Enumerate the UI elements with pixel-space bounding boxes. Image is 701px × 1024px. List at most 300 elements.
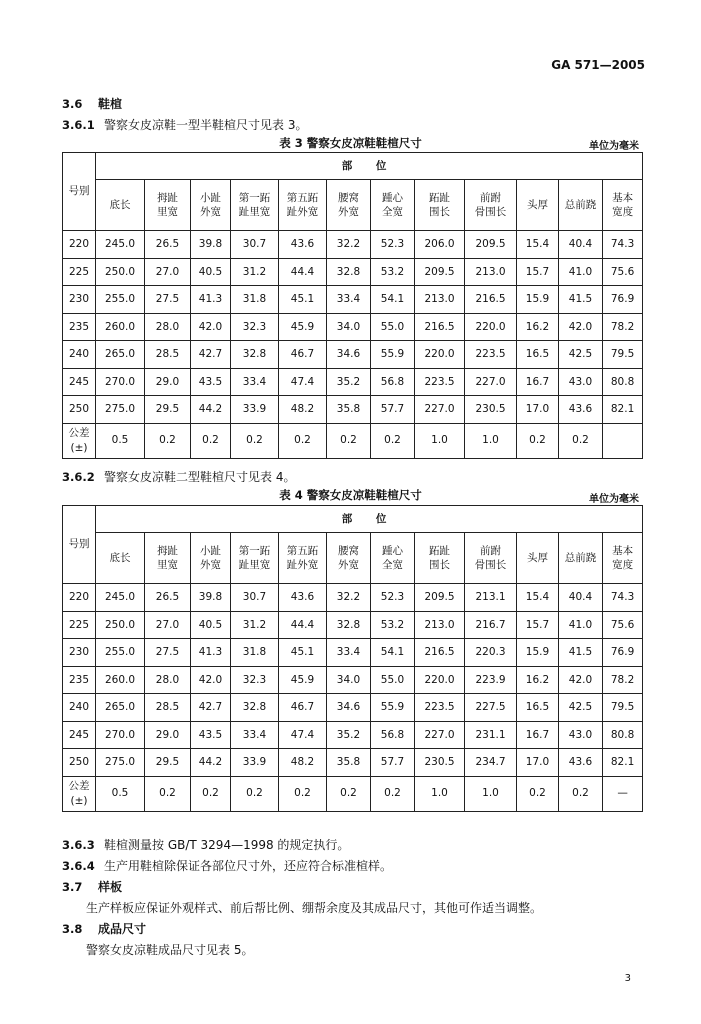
column-header xyxy=(603,180,643,231)
section-number: 3.7 xyxy=(62,880,83,894)
table-cell: 74.3 xyxy=(603,584,643,612)
column-header-line: 拇趾 xyxy=(157,544,178,557)
column-header xyxy=(559,180,603,231)
table-cell: 216.5 xyxy=(465,286,517,314)
size-cell: 220 xyxy=(63,584,96,612)
document-code: GA 571—2005 xyxy=(551,58,645,72)
table-row xyxy=(63,368,643,396)
table-cell: 41.5 xyxy=(559,639,603,667)
table-cell: 52.3 xyxy=(371,231,415,259)
table-row xyxy=(63,694,643,722)
column-header-line: 宽度 xyxy=(612,206,634,218)
column-header-line: 小趾 xyxy=(200,544,221,557)
table-cell: 265.0 xyxy=(96,341,145,369)
table-cell: 82.1 xyxy=(603,749,643,777)
table-cell: 223.5 xyxy=(415,368,465,396)
section-title: 成品尺寸 xyxy=(98,922,147,936)
column-header-line: 头厚 xyxy=(527,198,548,211)
table-cell: 265.0 xyxy=(96,694,145,722)
table-cell: 45.1 xyxy=(279,639,327,667)
section-title: 鞋楦 xyxy=(98,97,123,111)
column-header-row xyxy=(63,180,643,231)
tolerance-cell: 1.0 xyxy=(465,423,517,458)
section-3-7-text: 生产样板应保证外观样式、前后帮比例、绷帮余度及其成品尺寸，其他可作适当调整。 xyxy=(86,901,543,915)
tolerance-cell: 0.2 xyxy=(191,423,231,458)
table-cell: 16.2 xyxy=(517,313,559,341)
table-cell: 16.5 xyxy=(517,694,559,722)
size-cell: 235 xyxy=(63,666,96,694)
column-header xyxy=(517,533,559,584)
table-cell: 28.0 xyxy=(145,313,191,341)
table-cell: 35.8 xyxy=(327,749,371,777)
table-cell: 234.7 xyxy=(465,749,517,777)
table-row xyxy=(63,639,643,667)
size-cell: 230 xyxy=(63,639,96,667)
column-header-line: 底长 xyxy=(109,198,131,211)
size-cell: 235 xyxy=(63,313,96,341)
table-cell: 245.0 xyxy=(96,231,145,259)
table-row xyxy=(63,313,643,341)
table-cell: 33.4 xyxy=(231,368,279,396)
table-4-caption: 表 4 警察女皮凉鞋鞋楦尺寸 xyxy=(279,488,422,502)
tolerance-cell: 0.2 xyxy=(145,776,191,811)
table-cell: 255.0 xyxy=(96,286,145,314)
table-row xyxy=(63,611,643,639)
column-header-line: 围长 xyxy=(429,206,450,218)
table-cell: 216.5 xyxy=(415,639,465,667)
tolerance-cell: 0.2 xyxy=(279,423,327,458)
table-cell: 44.2 xyxy=(191,749,231,777)
table-cell: 220.3 xyxy=(465,639,517,667)
table-cell: 29.5 xyxy=(145,749,191,777)
column-header-line: 第五跖 xyxy=(286,544,319,557)
section-number: 3.6.1 xyxy=(62,118,95,132)
column-header-line: 趾里宽 xyxy=(238,559,271,571)
column-header-line: 里宽 xyxy=(157,206,178,218)
tolerance-row xyxy=(63,776,643,811)
table-cell: 78.2 xyxy=(603,313,643,341)
table-cell: 82.1 xyxy=(603,396,643,424)
tolerance-label-line: 公差 xyxy=(68,780,90,793)
table-cell: 227.5 xyxy=(465,694,517,722)
table-cell: 15.7 xyxy=(517,258,559,286)
table-cell: 48.2 xyxy=(279,396,327,424)
table-row xyxy=(63,396,643,424)
column-header-line: 踵心 xyxy=(382,544,403,557)
table-cell: 43.6 xyxy=(559,396,603,424)
table-cell: 209.5 xyxy=(415,258,465,286)
table-cell: 275.0 xyxy=(96,396,145,424)
column-header xyxy=(231,180,279,231)
table-cell: 47.4 xyxy=(279,368,327,396)
table-4-body xyxy=(63,584,643,812)
table-cell: 39.8 xyxy=(191,584,231,612)
table-cell: 30.7 xyxy=(231,231,279,259)
tolerance-cell: 0.2 xyxy=(279,776,327,811)
column-header-line: 外宽 xyxy=(338,559,359,571)
table-cell: 31.8 xyxy=(231,286,279,314)
table-cell: 42.0 xyxy=(191,666,231,694)
column-header-line: 腰窝 xyxy=(338,544,359,557)
table-cell: 28.0 xyxy=(145,666,191,694)
column-header xyxy=(279,533,327,584)
table-cell: 220.0 xyxy=(415,666,465,694)
table-cell: 31.2 xyxy=(231,611,279,639)
section-text: 警察女皮凉鞋一型半鞋楦尺寸见表 3。 xyxy=(104,118,308,132)
table-4-unit: 单位为毫米 xyxy=(589,494,639,505)
table-cell: 79.5 xyxy=(603,341,643,369)
section-text: 生产用鞋楦除保证各部位尺寸外，还应符合标准楦样。 xyxy=(104,859,393,873)
tolerance-cell: 1.0 xyxy=(415,776,465,811)
column-header-line: 总前跷 xyxy=(564,551,597,564)
table-cell: 41.0 xyxy=(559,258,603,286)
table-cell: 78.2 xyxy=(603,666,643,694)
column-header-line: 基本 xyxy=(612,191,634,204)
column-header xyxy=(465,180,517,231)
table-cell: 75.6 xyxy=(603,611,643,639)
tolerance-cell: 0.2 xyxy=(517,776,559,811)
table-cell: 26.5 xyxy=(145,584,191,612)
table-cell: 44.2 xyxy=(191,396,231,424)
column-header-line: 趾里宽 xyxy=(238,206,271,218)
size-cell: 220 xyxy=(63,231,96,259)
table-cell: 42.7 xyxy=(191,341,231,369)
table-cell: 43.5 xyxy=(191,721,231,749)
tolerance-cell: 0.2 xyxy=(231,776,279,811)
column-header-line: 小趾 xyxy=(200,191,221,204)
table-cell: 27.0 xyxy=(145,258,191,286)
table-cell: 46.7 xyxy=(279,694,327,722)
column-header xyxy=(231,533,279,584)
table-cell: 32.8 xyxy=(327,258,371,286)
table-cell: 41.5 xyxy=(559,286,603,314)
table-cell: 42.5 xyxy=(559,341,603,369)
tolerance-cell: 0.2 xyxy=(371,776,415,811)
table-cell: 34.0 xyxy=(327,313,371,341)
table-row xyxy=(63,286,643,314)
table-cell: 28.5 xyxy=(145,694,191,722)
column-header-line: 围长 xyxy=(429,559,450,571)
table-cell: 42.0 xyxy=(191,313,231,341)
column-header-line: 外宽 xyxy=(338,206,359,218)
table-cell: 230.5 xyxy=(465,396,517,424)
column-header-line: 踵心 xyxy=(382,191,403,204)
section-number: 3.6.2 xyxy=(62,470,95,484)
table-cell: 223.9 xyxy=(465,666,517,694)
section-number: 3.6 xyxy=(62,97,83,111)
size-cell: 250 xyxy=(63,396,96,424)
table-cell: 52.3 xyxy=(371,584,415,612)
table-cell: 55.9 xyxy=(371,694,415,722)
table-cell: 231.1 xyxy=(465,721,517,749)
section-number: 3.6.3 xyxy=(62,838,95,852)
tolerance-cell: 0.2 xyxy=(191,776,231,811)
table-cell: 216.5 xyxy=(415,313,465,341)
tolerance-cell: 0.5 xyxy=(96,423,145,458)
column-header-line: 趾外宽 xyxy=(286,559,319,571)
tolerance-cell: 0.2 xyxy=(517,423,559,458)
table-row xyxy=(63,231,643,259)
table-cell: 80.8 xyxy=(603,368,643,396)
table-cell: 32.8 xyxy=(231,694,279,722)
size-cell: 225 xyxy=(63,258,96,286)
tolerance-label-line: 公差 xyxy=(68,427,90,440)
table-cell: 255.0 xyxy=(96,639,145,667)
column-header-line: 全宽 xyxy=(382,559,403,571)
tolerance-cell xyxy=(603,423,643,458)
table-cell: 213.0 xyxy=(465,258,517,286)
table-cell: 32.3 xyxy=(231,313,279,341)
size-header: 号别 xyxy=(63,153,96,231)
table-cell: 270.0 xyxy=(96,721,145,749)
column-header xyxy=(145,180,191,231)
table-cell: 15.7 xyxy=(517,611,559,639)
table-cell: 76.9 xyxy=(603,639,643,667)
table-cell: 16.5 xyxy=(517,341,559,369)
table-cell: 44.4 xyxy=(279,611,327,639)
column-header xyxy=(371,533,415,584)
table-cell: 34.6 xyxy=(327,694,371,722)
table-cell: 30.7 xyxy=(231,584,279,612)
tolerance-cell: 0.2 xyxy=(327,776,371,811)
table-cell: 41.3 xyxy=(191,286,231,314)
table-cell: 57.7 xyxy=(371,749,415,777)
table-cell: 54.1 xyxy=(371,286,415,314)
column-header-line: 腰窝 xyxy=(338,191,359,204)
table-cell: 227.0 xyxy=(465,368,517,396)
table-cell: 27.5 xyxy=(145,286,191,314)
tolerance-cell: 0.5 xyxy=(96,776,145,811)
column-header xyxy=(279,180,327,231)
tolerance-cell: 0.2 xyxy=(559,776,603,811)
table-cell: 213.1 xyxy=(465,584,517,612)
table-cell: 27.0 xyxy=(145,611,191,639)
table-cell: 275.0 xyxy=(96,749,145,777)
table-cell: 15.9 xyxy=(517,286,559,314)
tolerance-cell: 0.2 xyxy=(145,423,191,458)
table-cell: 43.6 xyxy=(279,231,327,259)
size-cell: 245 xyxy=(63,721,96,749)
table-cell: 56.8 xyxy=(371,368,415,396)
column-header xyxy=(327,533,371,584)
table-cell: 227.0 xyxy=(415,721,465,749)
table-cell: 32.8 xyxy=(327,611,371,639)
table-cell: 42.0 xyxy=(559,666,603,694)
table-cell: 213.0 xyxy=(415,286,465,314)
section-3-6-4 xyxy=(62,857,392,874)
table-3-caption: 表 3 警察女皮凉鞋鞋楦尺寸 xyxy=(279,136,422,150)
column-header xyxy=(559,533,603,584)
section-text: 警察女皮凉鞋二型鞋楦尺寸见表 4。 xyxy=(104,470,296,484)
section-3-6-3 xyxy=(62,836,349,853)
size-cell: 240 xyxy=(63,341,96,369)
table-cell: 40.5 xyxy=(191,611,231,639)
tolerance-cell: — xyxy=(603,776,643,811)
table-cell: 223.5 xyxy=(465,341,517,369)
position-group-header: 部 位 xyxy=(96,506,643,533)
column-header-line: 跖趾 xyxy=(429,544,450,557)
table-cell: 250.0 xyxy=(96,611,145,639)
size-cell: 250 xyxy=(63,749,96,777)
table-cell: 42.7 xyxy=(191,694,231,722)
table-cell: 75.6 xyxy=(603,258,643,286)
table-cell: 28.5 xyxy=(145,341,191,369)
section-3-6-1 xyxy=(62,116,307,133)
table-cell: 43.6 xyxy=(559,749,603,777)
table-cell: 27.5 xyxy=(145,639,191,667)
column-header xyxy=(191,533,231,584)
table-cell: 33.9 xyxy=(231,749,279,777)
size-cell: 225 xyxy=(63,611,96,639)
column-header xyxy=(96,180,145,231)
table-cell: 55.9 xyxy=(371,341,415,369)
table-cell: 53.2 xyxy=(371,611,415,639)
table-4 xyxy=(62,505,643,812)
table-cell: 43.5 xyxy=(191,368,231,396)
table-cell: 53.2 xyxy=(371,258,415,286)
column-header-line: 里宽 xyxy=(157,559,178,571)
table-cell: 33.4 xyxy=(327,286,371,314)
table-cell: 45.9 xyxy=(279,313,327,341)
table-cell: 33.4 xyxy=(327,639,371,667)
table-cell: 55.0 xyxy=(371,313,415,341)
column-header-line: 第五跖 xyxy=(286,191,319,204)
table-cell: 32.8 xyxy=(231,341,279,369)
table-cell: 42.0 xyxy=(559,313,603,341)
table-row xyxy=(63,341,643,369)
column-header xyxy=(415,180,465,231)
table-cell: 223.5 xyxy=(415,694,465,722)
table-cell: 32.2 xyxy=(327,584,371,612)
table-cell: 44.4 xyxy=(279,258,327,286)
table-cell: 39.8 xyxy=(191,231,231,259)
table-cell: 245.0 xyxy=(96,584,145,612)
table-cell: 41.0 xyxy=(559,611,603,639)
tolerance-cell: 0.2 xyxy=(327,423,371,458)
table-cell: 29.5 xyxy=(145,396,191,424)
table-cell: 76.9 xyxy=(603,286,643,314)
table-cell: 16.2 xyxy=(517,666,559,694)
page-number: 3 xyxy=(624,973,631,984)
table-cell: 29.0 xyxy=(145,368,191,396)
table-cell: 43.6 xyxy=(279,584,327,612)
table-cell: 80.8 xyxy=(603,721,643,749)
table-cell: 40.5 xyxy=(191,258,231,286)
size-cell: 230 xyxy=(63,286,96,314)
column-header xyxy=(371,180,415,231)
table-row xyxy=(63,749,643,777)
table-cell: 220.0 xyxy=(415,341,465,369)
table-cell: 270.0 xyxy=(96,368,145,396)
tolerance-cell: 0.2 xyxy=(231,423,279,458)
table-row xyxy=(63,721,643,749)
table-cell: 209.5 xyxy=(465,231,517,259)
column-header-line: 骨围长 xyxy=(474,206,507,218)
tolerance-label-line: (±) xyxy=(70,794,88,807)
table-cell: 48.2 xyxy=(279,749,327,777)
section-3-8-text: 警察女皮凉鞋成品尺寸见表 5。 xyxy=(86,943,254,957)
tolerance-cell: 0.2 xyxy=(371,423,415,458)
table-3 xyxy=(62,152,643,459)
table-cell: 16.7 xyxy=(517,721,559,749)
size-cell: 240 xyxy=(63,694,96,722)
section-text: 鞋楦测量按 GB/T 3294—1998 的规定执行。 xyxy=(104,838,350,852)
size-header: 号别 xyxy=(63,506,96,584)
column-header xyxy=(603,533,643,584)
table-cell: 41.3 xyxy=(191,639,231,667)
table-cell: 206.0 xyxy=(415,231,465,259)
table-cell: 43.0 xyxy=(559,368,603,396)
table-cell: 55.0 xyxy=(371,666,415,694)
table-cell: 34.6 xyxy=(327,341,371,369)
table-cell: 46.7 xyxy=(279,341,327,369)
table-row xyxy=(63,584,643,612)
table-row xyxy=(63,666,643,694)
table-cell: 56.8 xyxy=(371,721,415,749)
table-cell: 17.0 xyxy=(517,396,559,424)
table-cell: 40.4 xyxy=(559,231,603,259)
table-cell: 15.4 xyxy=(517,231,559,259)
column-header-line: 总前跷 xyxy=(564,198,597,211)
column-header-line: 外宽 xyxy=(200,559,221,571)
table-cell: 209.5 xyxy=(415,584,465,612)
size-cell: 245 xyxy=(63,368,96,396)
section-3-6-2 xyxy=(62,468,295,485)
table-cell: 33.4 xyxy=(231,721,279,749)
table-cell: 250.0 xyxy=(96,258,145,286)
table-cell: 34.0 xyxy=(327,666,371,694)
column-header-line: 头厚 xyxy=(527,551,548,564)
column-header xyxy=(327,180,371,231)
column-header-line: 前跗 xyxy=(480,191,501,204)
section-3-8 xyxy=(62,920,146,937)
table-cell: 31.8 xyxy=(231,639,279,667)
table-cell: 35.2 xyxy=(327,721,371,749)
section-title: 样板 xyxy=(98,880,123,894)
table-cell: 54.1 xyxy=(371,639,415,667)
table-cell: 260.0 xyxy=(96,666,145,694)
section-number: 3.8 xyxy=(62,922,83,936)
tolerance-cell: 0.2 xyxy=(559,423,603,458)
table-cell: 220.0 xyxy=(465,313,517,341)
tolerance-cell: 1.0 xyxy=(465,776,517,811)
table-cell: 74.3 xyxy=(603,231,643,259)
table-cell: 216.7 xyxy=(465,611,517,639)
table-cell: 29.0 xyxy=(145,721,191,749)
column-header-line: 第一跖 xyxy=(238,191,271,204)
table-cell: 35.2 xyxy=(327,368,371,396)
column-header-line: 第一跖 xyxy=(238,544,271,557)
table-cell: 57.7 xyxy=(371,396,415,424)
table-row xyxy=(63,258,643,286)
tolerance-label-line: (±) xyxy=(70,441,88,454)
table-3-unit: 单位为毫米 xyxy=(589,141,639,152)
column-header xyxy=(191,180,231,231)
column-header-line: 前跗 xyxy=(480,544,501,557)
column-header xyxy=(465,533,517,584)
column-header-line: 底长 xyxy=(109,551,131,564)
section-3-7 xyxy=(62,878,122,895)
table-cell: 47.4 xyxy=(279,721,327,749)
table-cell: 79.5 xyxy=(603,694,643,722)
table-cell: 42.5 xyxy=(559,694,603,722)
column-header-line: 跖趾 xyxy=(429,191,450,204)
table-cell: 31.2 xyxy=(231,258,279,286)
column-header-line: 拇趾 xyxy=(157,191,178,204)
table-cell: 213.0 xyxy=(415,611,465,639)
table-cell: 43.0 xyxy=(559,721,603,749)
column-header xyxy=(145,533,191,584)
